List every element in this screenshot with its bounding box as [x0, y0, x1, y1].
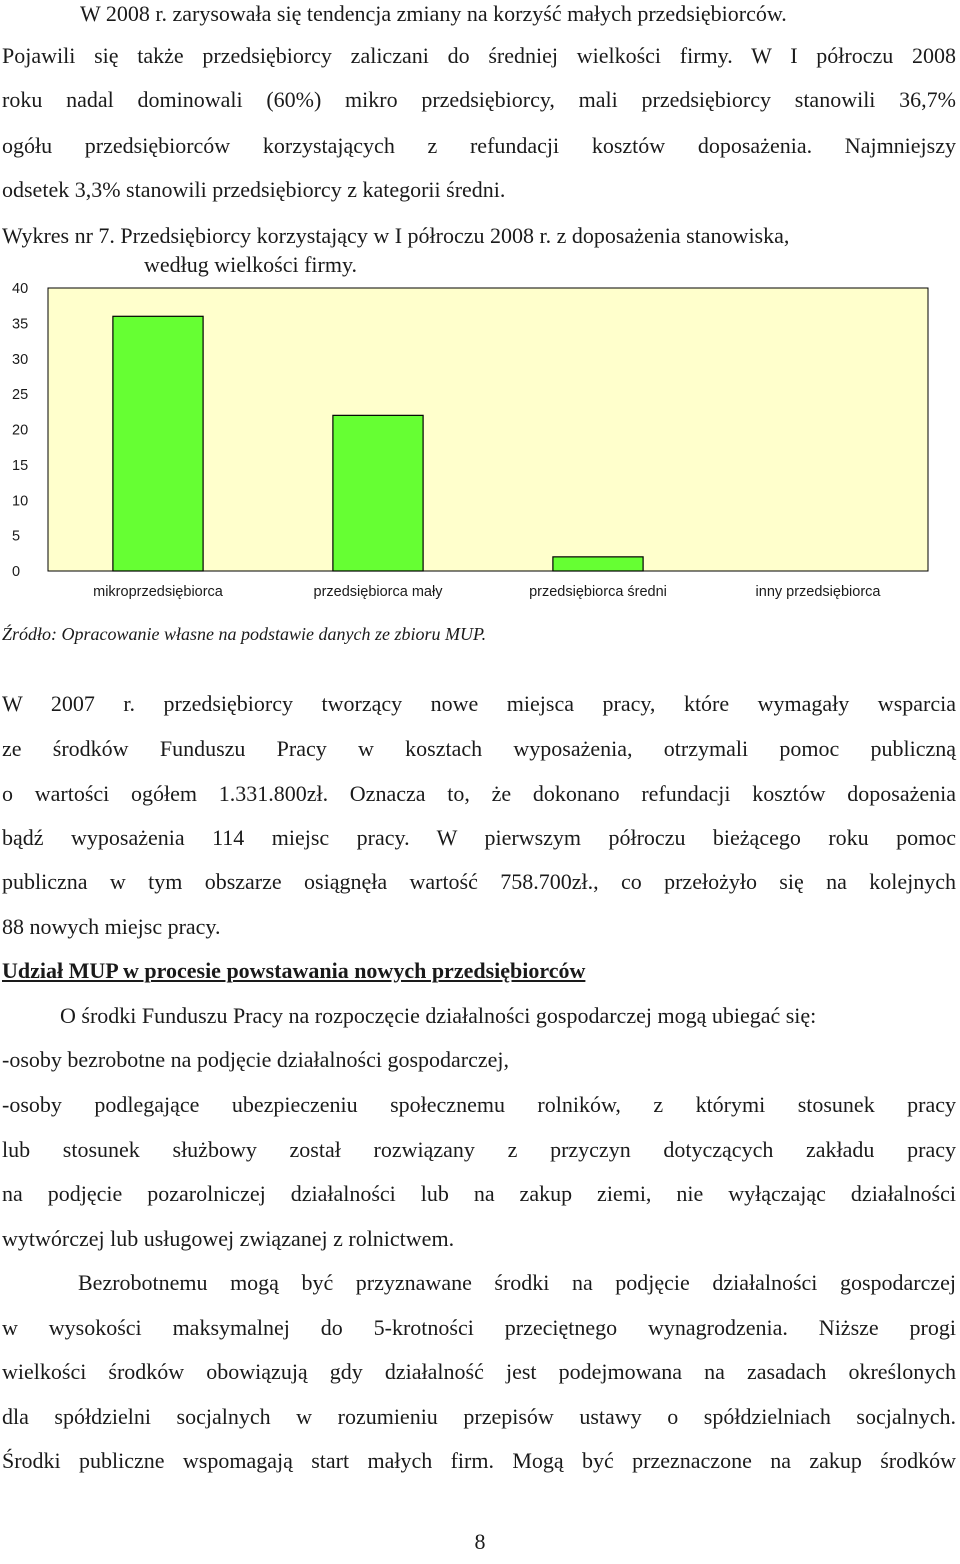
y-tick-label: 35: [12, 316, 29, 333]
section-heading: Udział MUP w procesie powstawania nowych przedsiębiorców: [2, 958, 586, 983]
paragraph-line: W 2007 r. przedsiębiorcy tworzący nowe miejsca pracy, które wymagały wsparcia: [2, 691, 956, 716]
x-category-label: mikroprzedsiębiorca: [93, 584, 223, 600]
x-category-label: przedsiębiorca średni: [529, 584, 667, 600]
paragraph-line: 88 nowych miejsc pracy.: [2, 914, 221, 939]
page-number: 8: [474, 1529, 486, 1554]
y-tick-label: 5: [12, 528, 21, 545]
paragraph-line: O środki Funduszu Pracy na rozpoczęcie działalności gospodarczej mogą ubiegać się:: [60, 1003, 817, 1028]
bar-2: [333, 415, 423, 571]
intro-line: Pojawili się także przedsiębiorcy zaliczani do średniej wielkości firmy. W I półroczu 2008: [2, 43, 956, 68]
y-tick-label: 10: [12, 493, 29, 510]
intro-line: W 2008 r. zarysowała się tendencja zmiany na korzyść małych przedsiębiorców.: [80, 1, 787, 26]
y-tick-label: 25: [12, 387, 29, 404]
paragraph-line: Środki publiczne wspomagają start małych firm. Mogą być przeznaczone na zakup środków: [2, 1448, 956, 1473]
bar-1: [113, 316, 203, 571]
chart-caption-line1: Wykres nr 7. Przedsiębiorcy korzystający w I półroczu 2008 r. z doposażenia stanowiska,: [2, 223, 790, 248]
paragraph-line: w wysokości maksymalnej do 5-krotności przeciętnego wynagrodzenia. Niższe progi: [2, 1315, 956, 1340]
y-tick-label: 20: [12, 422, 29, 439]
chart-source: Źródło: Opracowanie własne na podstawie danych ze zbioru MUP.: [2, 624, 487, 644]
x-category-label: przedsiębiorca mały: [313, 584, 443, 600]
paragraph-line: na podjęcie pozarolniczej działalności lub na zakup ziemi, nie wyłączając działalności: [2, 1181, 956, 1206]
x-category-label: inny przedsiębiorca: [755, 584, 881, 600]
y-tick-label: 0: [12, 564, 21, 580]
bar-chart: [0, 282, 960, 618]
paragraph-line: Bezrobotnemu mogą być przyznawane środki na podjęcie działalności gospodarczej: [78, 1270, 956, 1295]
paragraph-line: wytwórczej lub usługowej związanej z rolnictwem.: [2, 1226, 455, 1251]
intro-line: roku nadal dominowali (60%) mikro przedsiębiorcy, mali przedsiębiorcy stanowili 36,7%: [2, 87, 956, 112]
bar-3: [553, 557, 643, 571]
paragraph-line: dla spółdzielni socjalnych w rozumieniu przepisów ustawy o spółdzielniach socjalnych.: [2, 1404, 956, 1429]
chart-caption-line2: według wielkości firmy.: [144, 252, 358, 277]
paragraph-line: bądź wyposażenia 114 miejsc pracy. W pierwszym półroczu bieżącego roku pomoc: [2, 825, 956, 850]
intro-line: ogółu przedsiębiorców korzystających z refundacji kosztów doposażenia. Najmniejszy: [2, 133, 956, 158]
paragraph-line: lub stosunek służbowy został rozwiązany z przyczyn dotyczących zakładu pracy: [2, 1137, 956, 1162]
paragraph-line: o wartości ogółem 1.331.800zł. Oznacza to, że dokonano refundacji kosztów doposażenia: [2, 781, 956, 806]
y-tick-label: 40: [12, 282, 29, 297]
bar-chart-svg: [0, 282, 960, 618]
paragraph-line: wielkości środków obowiązują gdy działalność jest podejmowana na zasadach określonych: [2, 1359, 956, 1384]
paragraph-line: -osoby podlegające ubezpieczeniu społecznemu rolników, z którymi stosunek pracy: [2, 1092, 956, 1117]
y-tick-label: 15: [12, 457, 29, 474]
paragraph-line: -osoby bezrobotne na podjęcie działalności gospodarczej,: [2, 1047, 510, 1072]
paragraph-line: ze środków Funduszu Pracy w kosztach wyposażenia, otrzymali pomoc publiczną: [2, 736, 956, 761]
intro-line: odsetek 3,3% stanowili przedsiębiorcy z kategorii średni.: [2, 177, 506, 202]
y-tick-label: 30: [12, 351, 29, 368]
paragraph-line: publiczna w tym obszarze osiągnęła wartość 758.700zł., co przełożyło się na kolejnych: [2, 869, 956, 894]
